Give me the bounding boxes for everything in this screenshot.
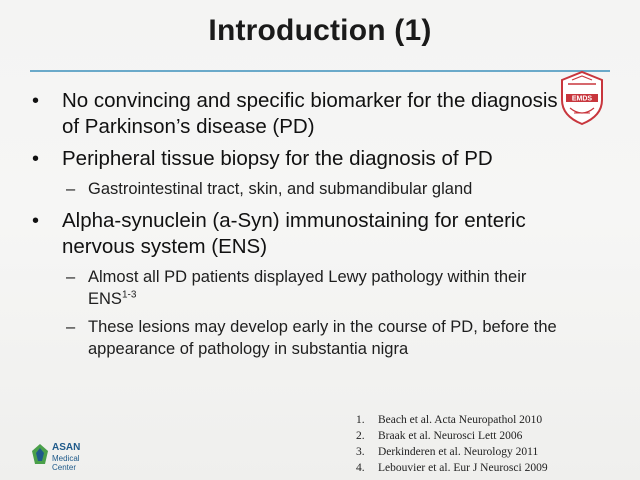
bullet-marker: • xyxy=(32,210,40,232)
sub-point-3-1 xyxy=(30,266,570,310)
bullet-text: No convincing and specific biomarker for the diagnosis of Parkinson’s disease (PD) xyxy=(62,89,558,138)
sub-point-3-2 xyxy=(30,316,570,360)
slide-body xyxy=(30,88,570,360)
citation-superscript: 1-3 xyxy=(121,289,137,301)
slide-title: Introduction (1) xyxy=(208,14,432,47)
reference-item: 4. Lebouvier et al. Eur J Neurosci 2009 xyxy=(356,462,548,474)
sub-point-text: These lesions may develop early in the course of PD, before the appearance of pathology in substantia nigra xyxy=(88,318,557,358)
logo-lettering: EMDS xyxy=(571,95,593,103)
reference-item: 1. Beach et al. Acta Neuropathol 2010 xyxy=(356,414,543,426)
dash-marker: – xyxy=(66,268,76,286)
reference-item: 3. Derkinderen et al. Neurology 2011 xyxy=(356,446,539,458)
bullet-text: Peripheral tissue biopsy for the diagnosis of PD xyxy=(62,147,493,170)
title-divider xyxy=(30,70,610,72)
sub-point-text: Almost all PD patients displayed Lewy pathology within their ENS xyxy=(88,268,527,308)
sub-point-2-1 xyxy=(30,178,570,200)
reference-item: 2. Braak et al. Neurosci Lett 2006 xyxy=(356,430,523,442)
bullet-text: Alpha-synuclein (a-Syn) immunostaining for enteric nervous system (ENS) xyxy=(62,209,526,258)
footer-logo-line2: Medical Center xyxy=(52,454,80,472)
dash-marker: – xyxy=(66,180,76,198)
references-list xyxy=(352,412,632,476)
dash-marker: – xyxy=(66,318,76,336)
bullet-marker: • xyxy=(32,90,40,112)
footer-logo-line1: ASAN xyxy=(52,442,81,453)
bullet-point-1 xyxy=(30,88,570,140)
asan-medical-center-logo xyxy=(30,440,100,474)
bullet-point-3 xyxy=(30,208,570,260)
bullet-point-2 xyxy=(30,146,570,172)
bullet-marker: • xyxy=(32,148,40,170)
sub-point-text: Gastrointestinal tract, skin, and submandibular gland xyxy=(88,180,473,198)
hospital-emblem-icon xyxy=(30,442,50,468)
